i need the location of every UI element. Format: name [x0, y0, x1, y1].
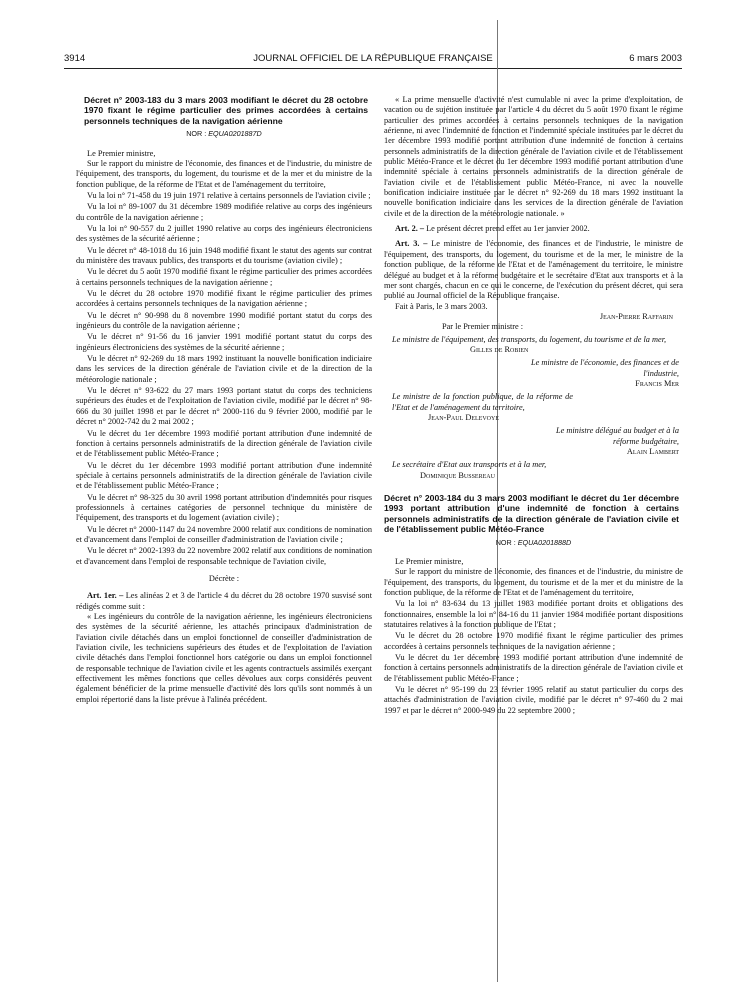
decree-1-visa: Vu le décret du 1er décembre 1993 modifié portant attribution d'une indemnité de fonction à certains personnels administratifs de la direction générale de l'aviation civile et de l'établissement public Météo-France ; — [76, 428, 372, 459]
decree-1-visa: Vu le décret n° 93-622 du 27 mars 1993 portant statut du corps des techniciens supérieurs des études et de l'exploitation de l'aviation civile, modifié par le décret n° 98-666 du 30 juillet 1998 et par le décret n° 2000-116 du 9 février 2000, modifié par le décret n° 2002-742 du 2 mai 2002 ; — [76, 386, 372, 427]
decree-2-title: Décret n° 2003-184 du 3 mars 2003 modifiant le décret du 1er décembre 1993 portant attribution d'une indemnité de fonction à certains personnels administratifs de la direction générale de l'aviation civile et de l'établissement public Météo-France — [384, 493, 679, 535]
signatory-5: Le secrétaire d'Etat aux transports et à la mer, Dominique Bussereau — [392, 460, 547, 480]
article-1-quote-1: « Les ingénieurs du contrôle de la navigation aérienne, les ingénieurs électroniciens des systèmes de la sécurité aérienne, les attachés principaux d'administration de l'aviation civile détachés dans un emploi fonctionnel de conseiller d'administration de l'aviation civile, les techniciens supérieurs des études et de l'exploitation de l'aviation civile détachés dans l'emploi fonctionnel hors catégorie ou dans un emploi fonctionnel de responsable technique de l'aviation civile et les agents contractuels assimilés exerçant effectivement les mêmes fonctions que celles dévolues aux corps considérés peuvent également bénéficier de la prime mensuelle d'activité dès lors qu'ils sont nommés à un emploi répertorié dans la liste prévue à l'alinéa précédent. — [76, 612, 372, 704]
decree-1-visa: Vu le décret n° 92-269 du 18 mars 1992 instituant la nouvelle bonification indiciaire dans les services de la direction générale de l'aviation civile et de la direction de la météorologie nationale ; — [76, 354, 372, 384]
decree-2-visa: Vu le décret n° 95-199 du 23 février 1995 relatif au statut particulier du corps des attachés d'administration de l'aviation civile, modifié par le décret n° 97-460 du 2 mai 1997 et par le décret n° 2000-949 du 22 septembre 2000 ; — [384, 685, 683, 715]
page-header — [64, 53, 682, 67]
decree-1-visa: Vu la loi n° 71-458 du 19 juin 1971 relative à certains personnels de l'aviation civile ; — [87, 190, 371, 200]
decree-2-visa: Vu le décret du 1er décembre 1993 modifié portant attribution d'une indemnité de fonction à certains personnels administratifs de la direction générale de l'aviation civile et de l'établissement public Météo-France ; — [384, 653, 683, 683]
signatory-1: Le ministre de l'équipement, des transports, du logement, du tourisme et de la mer, Gilles de Robien — [392, 334, 667, 354]
decree-1-visa: Vu le décret n° 2000-1147 du 24 novembre 2000 relatif aux conditions de nomination et d'avancement dans l'emploi de conseiller d'administration de l'aviation civile ; — [76, 524, 372, 544]
article-1: Art. 1er. – Les alinéas 2 et 3 de l'article 4 du décret du 28 octobre 1970 susvisé sont rédigés comme suit : — [76, 591, 372, 611]
decree-1-visa: Vu le décret n° 98-325 du 30 avril 1998 portant attribution d'indemnités pour risques professionnels à certaines catégories de personnel technique du ministère de l'équipement, des transports et du logement (aviation civile) ; — [76, 492, 372, 523]
page-number: 3914 — [64, 53, 86, 64]
decree-1-visa: Vu le décret n° 2002-1393 du 22 novembre 2002 relatif aux conditions de nomination et d'avancement dans l'emploi de responsable technique de l'aviation civile, — [76, 546, 372, 566]
header-rule — [64, 68, 682, 69]
signing-place-date: Fait à Paris, le 3 mars 2003. — [395, 301, 488, 311]
decree-2-visa: Vu la loi n° 83-634 du 13 juillet 1983 modifiée portant droits et obligations des fonctionnaires, ensemble la loi n° 84-16 du 11 janvier 1984 modifiée portant dispositions statutaires relatives à la fonction publique de l'Etat ; — [384, 599, 683, 630]
article-1-quote-2: « La prime mensuelle d'activité n'est cumulable ni avec la prime d'exploitation, de vacation ou de sujétion instituée par l'article 4 du décret du 5 août 1970 fixant le régime particulier des primes accordées à certains personnels techniques de la navigation aérienne, ni avec l'indemnité de fonction et l'indemnité spéciale instituées par le décret du 1er décembre 1993 modifié portant attribution d'une indemnité de fonction à certains personnels administratifs de la direction générale de l'aviation civile et de l'établissement public Météo-France et le décret du 1er décembre 1993 modifié portant attribution d'une indemnité spéciale à certains personnels administratifs de la direction générale de l'aviation civile et de l'établissement public Météo-France, ni avec la nouvelle bonification indiciaire instituée par le décret n° 92-269 du 18 mars 1992 instituant la nouvelle bonification indiciaire dans les services de la direction générale de l'aviation civile et de la direction de la météorologie nationale. » — [384, 95, 683, 218]
signatory-3: Le ministre de la fonction publique, de la réforme de l'Etat et de l'aménagement du territoire, Jean-Paul Delevoye — [392, 392, 573, 422]
decree-1-visa: Vu le décret n° 48-1018 du 16 juin 1948 modifié fixant le statut des agents sur contrat du ministère des travaux publics, des transports et du tourisme (aviation civile) ; — [76, 245, 372, 265]
right-column — [384, 95, 683, 716]
decree-1-visa: Vu le décret n° 91-56 du 16 janvier 1991 modifié portant statut du corps des ingénieurs électroniciens des systèmes de la sécurité aérienne ; — [76, 332, 372, 352]
article-2: Art. 2. – Le présent décret prend effet au 1er janvier 2002. — [395, 224, 590, 234]
article-3: Art. 3. – Le ministre de l'économie, des finances et de l'industrie, le ministre de l'équipement, des transports, du logement, du tourisme et de la mer, le ministre de la fonction publique, de la réforme de l'Etat et de l'aménagement du territoire, le ministre délégué au budget et à la réforme budgétaire et le secrétaire d'Etat aux transports et à la mer sont chargés, chacun en ce qui le concerne, de l'exécution du présent décret, qui sera publié au Journal officiel de la République française. — [384, 239, 683, 301]
decree-1-report: Sur le rapport du ministre de l'économie, des finances et de l'industrie, du ministre de l'équipement, des transports, du logement, du tourisme et de la mer et du ministre de la fonction publique, de la réforme de l'Etat et de l'aménagement du territoire, — [76, 158, 372, 189]
decree-1-nor: NOR : EQUA0201887D — [186, 129, 262, 139]
decree-2-nor: NOR : EQUA0201888D — [495, 537, 572, 547]
decrete-heading: Décrète : — [208, 573, 240, 583]
decree-2-intro: Le Premier ministre, — [395, 557, 464, 566]
prime-minister-name: Jean-Pierre Raffarin — [599, 311, 673, 321]
signatory-4: Le ministre délégué au budget et à la réforme budgétaire, Alain Lambert — [556, 426, 679, 456]
decree-1-intro: Le Premier ministre, — [87, 148, 156, 158]
signatory-2: Le ministre de l'économie, des finances et de l'industrie, Francis Mer — [530, 358, 679, 388]
decree-2-report: Sur le rapport du ministre de l'économie, des finances et de l'industrie, du ministre de l'équipement, des transports, du logement, du tourisme et de la mer et du ministre de la fonction publique, de la réforme de l'Etat et de l'aménagement du territoire, — [384, 567, 683, 598]
issue-date: 6 mars 2003 — [629, 53, 682, 64]
decree-1-visa: Vu la loi n° 89-1007 du 31 décembre 1989 modifiée relative au corps des ingénieurs du contrôle de la navigation aérienne ; — [76, 202, 372, 222]
decree-1-visa: Vu le décret n° 90-998 du 8 novembre 1990 modifié portant statut du corps des ingénieurs du contrôle de la navigation aérienne ; — [76, 310, 372, 331]
journal-title: JOURNAL OFFICIEL DE LA RÉPUBLIQUE FRANÇAISE — [253, 53, 493, 64]
decree-1-visa: Vu le décret du 1er décembre 1993 modifié portant attribution d'une indemnité spéciale à certains personnels administratifs de la direction générale de l'aviation civile et de l'établissement public Météo-France ; — [76, 460, 372, 491]
decree-1-visa: Vu le décret du 28 octobre 1970 modifié fixant le régime particulier des primes accordées à certains personnels techniques de la navigation aérienne ; — [76, 289, 372, 309]
decree-1-visa: Vu la loi n° 90-557 du 2 juillet 1990 relative au corps des ingénieurs électroniciens des systèmes de la sécurité aérienne ; — [76, 223, 372, 244]
decree-2-visa: Vu le décret du 28 octobre 1970 modifié fixant le régime particulier des primes accordées à certains personnels techniques de la navigation aérienne ; — [384, 631, 683, 651]
left-column — [76, 95, 372, 705]
decree-1-title: Décret n° 2003-183 du 3 mars 2003 modifiant le décret du 28 octobre 1970 fixant le régime particulier des primes accordées à certains personnels techniques de la navigation aérienne — [84, 95, 368, 126]
decree-1-visa: Vu le décret du 5 août 1970 modifié fixant le régime particulier des primes accordées à certains personnels techniques de la navigation aérienne ; — [76, 267, 372, 287]
par-premier-ministre: Par le Premier ministre : — [442, 322, 524, 332]
